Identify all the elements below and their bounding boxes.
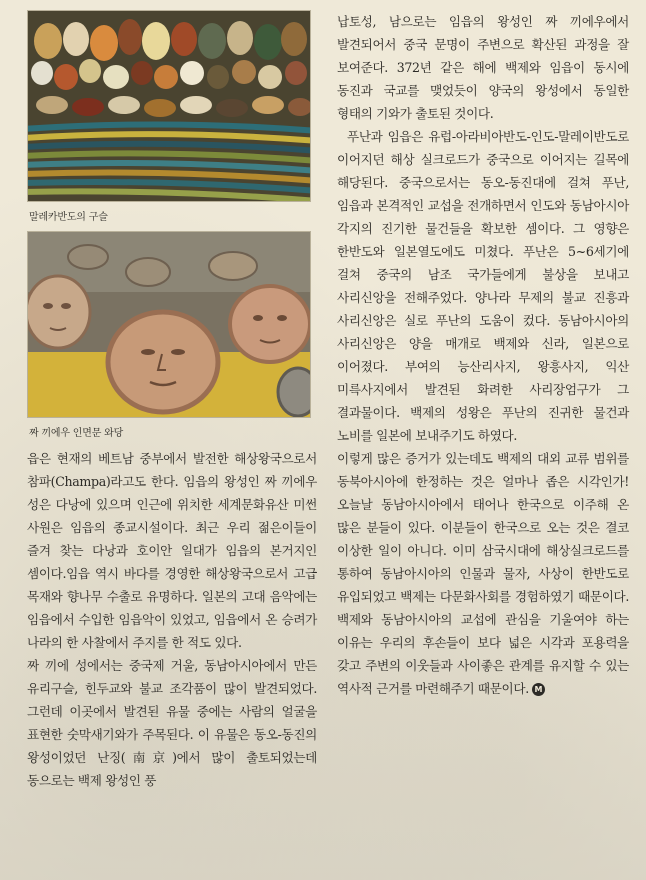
face-tiles-photo <box>27 231 311 418</box>
right-paragraph-1: 납토성, 남으로는 임읍의 왕성인 짜 끼에우에서 발견되어서 중국 문명이 주변으로 확산된 과정을 잘 보여준다. 372년 같은 해에 백제와 임읍이 동시에 동진과 국교를 맺었듯이 양국의 왕성에서 동일한 형태의 기와가 출토된 것이다. <box>337 14 629 121</box>
right-paragraph-3 <box>337 447 629 700</box>
beads-caption: 말레카반도의 구슬 <box>29 212 108 223</box>
beads-illustration <box>28 11 310 201</box>
face-tiles-caption: 짜 끼에우 인면문 와당 <box>29 428 124 439</box>
left-paragraph-2: 짜 끼에 성에서는 중국제 거울, 동남아시아에서 만든 유리구슬, 힌두교와 불교 조각품이 많이 발견되었다. 그런데 이곳에서 발견된 유물 중에는 사람의 얼굴을 표현한 숫막새기와가 주목된다. 이 유물은 동오-동진의 왕성이었던 난징(南京)에서 많이 출토되었는데 동으로는 백제 왕성인 풍 <box>27 658 317 788</box>
right-paragraph-3-text: 이렇게 많은 증거가 있는데도 백제의 대외 교류 범위를 동북아시아에 한정하는 것은 얼마나 좁은 시각인가! 오늘날 동남아시아에서 태어나 한국으로 이주해 온 많은 분들이 있다. 이분들이 한국으로 오는 것은 결코 이상한 일이 아니다. 이미 삼국시대에 해상실크로드를 통하여 동남아시아의 인물과 물자, 사상이 한반도로 유입되었고 백제는 다문화사회를 경험하였기 때문이다. 백제와 동남아시아의 교섭에 관심을 기울여야 하는 이유는 우리의 후손들이 보다 넓은 시각과 포용력을 갖고 주변의 이웃들과 사이좋은 관계를 유지할 수 있는 역사적 근거를 마련해주기 때문이다. <box>337 451 629 696</box>
right-column <box>337 10 629 700</box>
right-paragraph-2: 푸난과 임읍은 유럽-아라비아반도-인도-말레이반도로 이어지던 해상 실크로드가 중국으로 이어지는 길목에 해당된다. 중국으로서는 동오-동진대에 걸쳐 푸난, 임읍과 본격적인 교섭을 전개하면서 인도와 동남아시아 각지의 진기한 물건들을 확보한 셈이다. 그 영향은 한반도와 일본열도에도 미쳤다. 푸난은 5~6세기에 걸쳐 중국의 남조 국가들에게 불상을 보내고 사리신앙을 전해주었다. 양나라 무제의 불교 진흥과 사리신앙은 실로 푸난의 도움이 컸다. 동남아시아의 사리신앙은 양을 매개로 백제와 신라, 일본으로 이어졌다. 부여의 능산리사지, 왕흥사지, 익산 미륵사지에서 발견된 화려한 사리장엄구가 그 결과물이다. 백제의 성왕은 푸난의 진귀한 물건과 노비를 일본에 보내주기도 하였다. <box>337 129 629 443</box>
face-tiles-illustration <box>28 232 310 417</box>
left-paragraph-1: 읍은 현재의 베트남 중부에서 발전한 해상왕국으로서 참파(Champa)라고도 한다. 임읍의 왕성인 짜 끼에우 성은 다낭에 있으며 인근에 위치한 세계문화유산 미썬 사원은 임읍의 종교시설이다. 최근 우리 젊은이들이 즐겨 찾는 다낭과 호이안 일대가 임읍의 본거지인 셈이다.임읍 역시 바다를 경영한 해상왕국으로서 고급 목재와 향나무 수출로 유명하다. 일본의 고대 음악에는 임읍에서 수입한 임읍악이 있었고, 임읍에서 온 승려가 나라의 한 사찰에서 주지를 한 적도 있다. <box>27 451 317 650</box>
end-mark-icon: M <box>532 683 545 696</box>
left-column <box>27 10 317 792</box>
beads-photo <box>27 10 311 202</box>
